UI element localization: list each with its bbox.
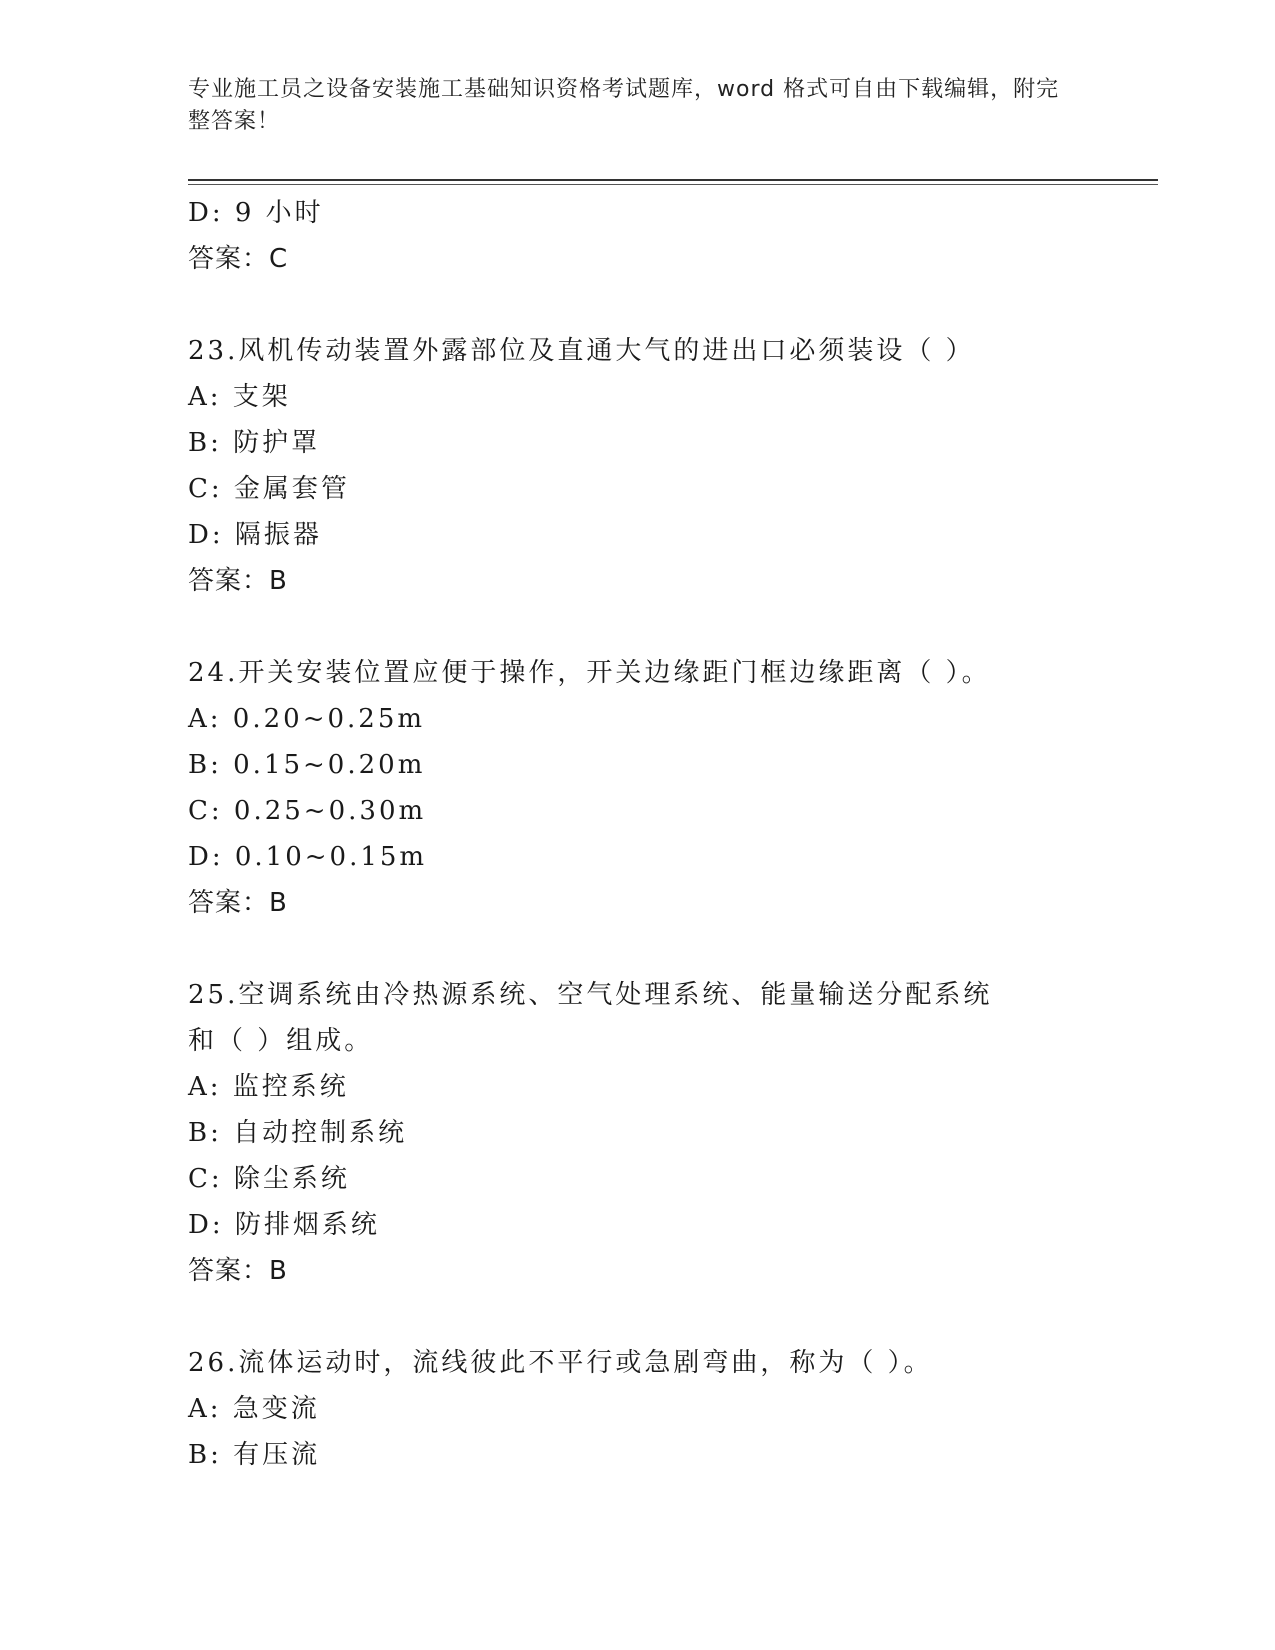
option-c: C: 金属套管 <box>188 474 350 504</box>
option-d: D: 隔振器 <box>188 520 322 550</box>
option-c: C: 除尘系统 <box>188 1164 350 1194</box>
prev-answer: 答案：C <box>188 244 289 274</box>
question-stem: 24.开关安装位置应便于操作，开关边缘距门框边缘距离（ ）。 <box>188 658 991 688</box>
header-divider-thin <box>188 184 1158 185</box>
answer: 答案：B <box>188 1256 288 1286</box>
option-a: A: 急变流 <box>188 1394 320 1424</box>
option-d: D: 防排烟系统 <box>188 1210 380 1240</box>
option-a: A: 0.20~0.25m <box>188 704 426 734</box>
prev-option-d: D: 9 小时 <box>188 198 324 228</box>
question-26 <box>188 1340 1068 1478</box>
option-b: B: 有压流 <box>188 1440 321 1470</box>
option-a: A: 监控系统 <box>188 1072 349 1102</box>
answer: 答案：B <box>188 566 288 596</box>
option-b: B: 自动控制系统 <box>188 1118 408 1148</box>
question-stem: 25.空调系统由冷热源系统、空气处理系统、能量输送分配系统和（ ）组成。 <box>188 980 993 1056</box>
document-header: 专业施工员之设备安装施工基础知识资格考试题库，word 格式可自由下载编辑，附完整答案！ <box>188 77 1060 134</box>
question-24 <box>188 650 1068 926</box>
question-stem: 26.流体运动时，流线彼此不平行或急剧弯曲，称为（ ）。 <box>188 1348 933 1378</box>
header-divider-thick <box>188 179 1158 181</box>
question-stem: 23.风机传动装置外露部位及直通大气的进出口必须装设（ ） <box>188 336 975 366</box>
option-b: B: 0.15~0.20m <box>188 750 426 780</box>
option-a: A: 支架 <box>188 382 291 412</box>
question-list <box>188 190 1068 1478</box>
question-23 <box>188 328 1068 604</box>
option-c: C: 0.25~0.30m <box>188 796 427 826</box>
option-b: B: 防护罩 <box>188 428 321 458</box>
option-d: D: 0.10~0.15m <box>188 842 428 872</box>
answer: 答案：B <box>188 888 288 918</box>
question-25 <box>188 972 1068 1294</box>
